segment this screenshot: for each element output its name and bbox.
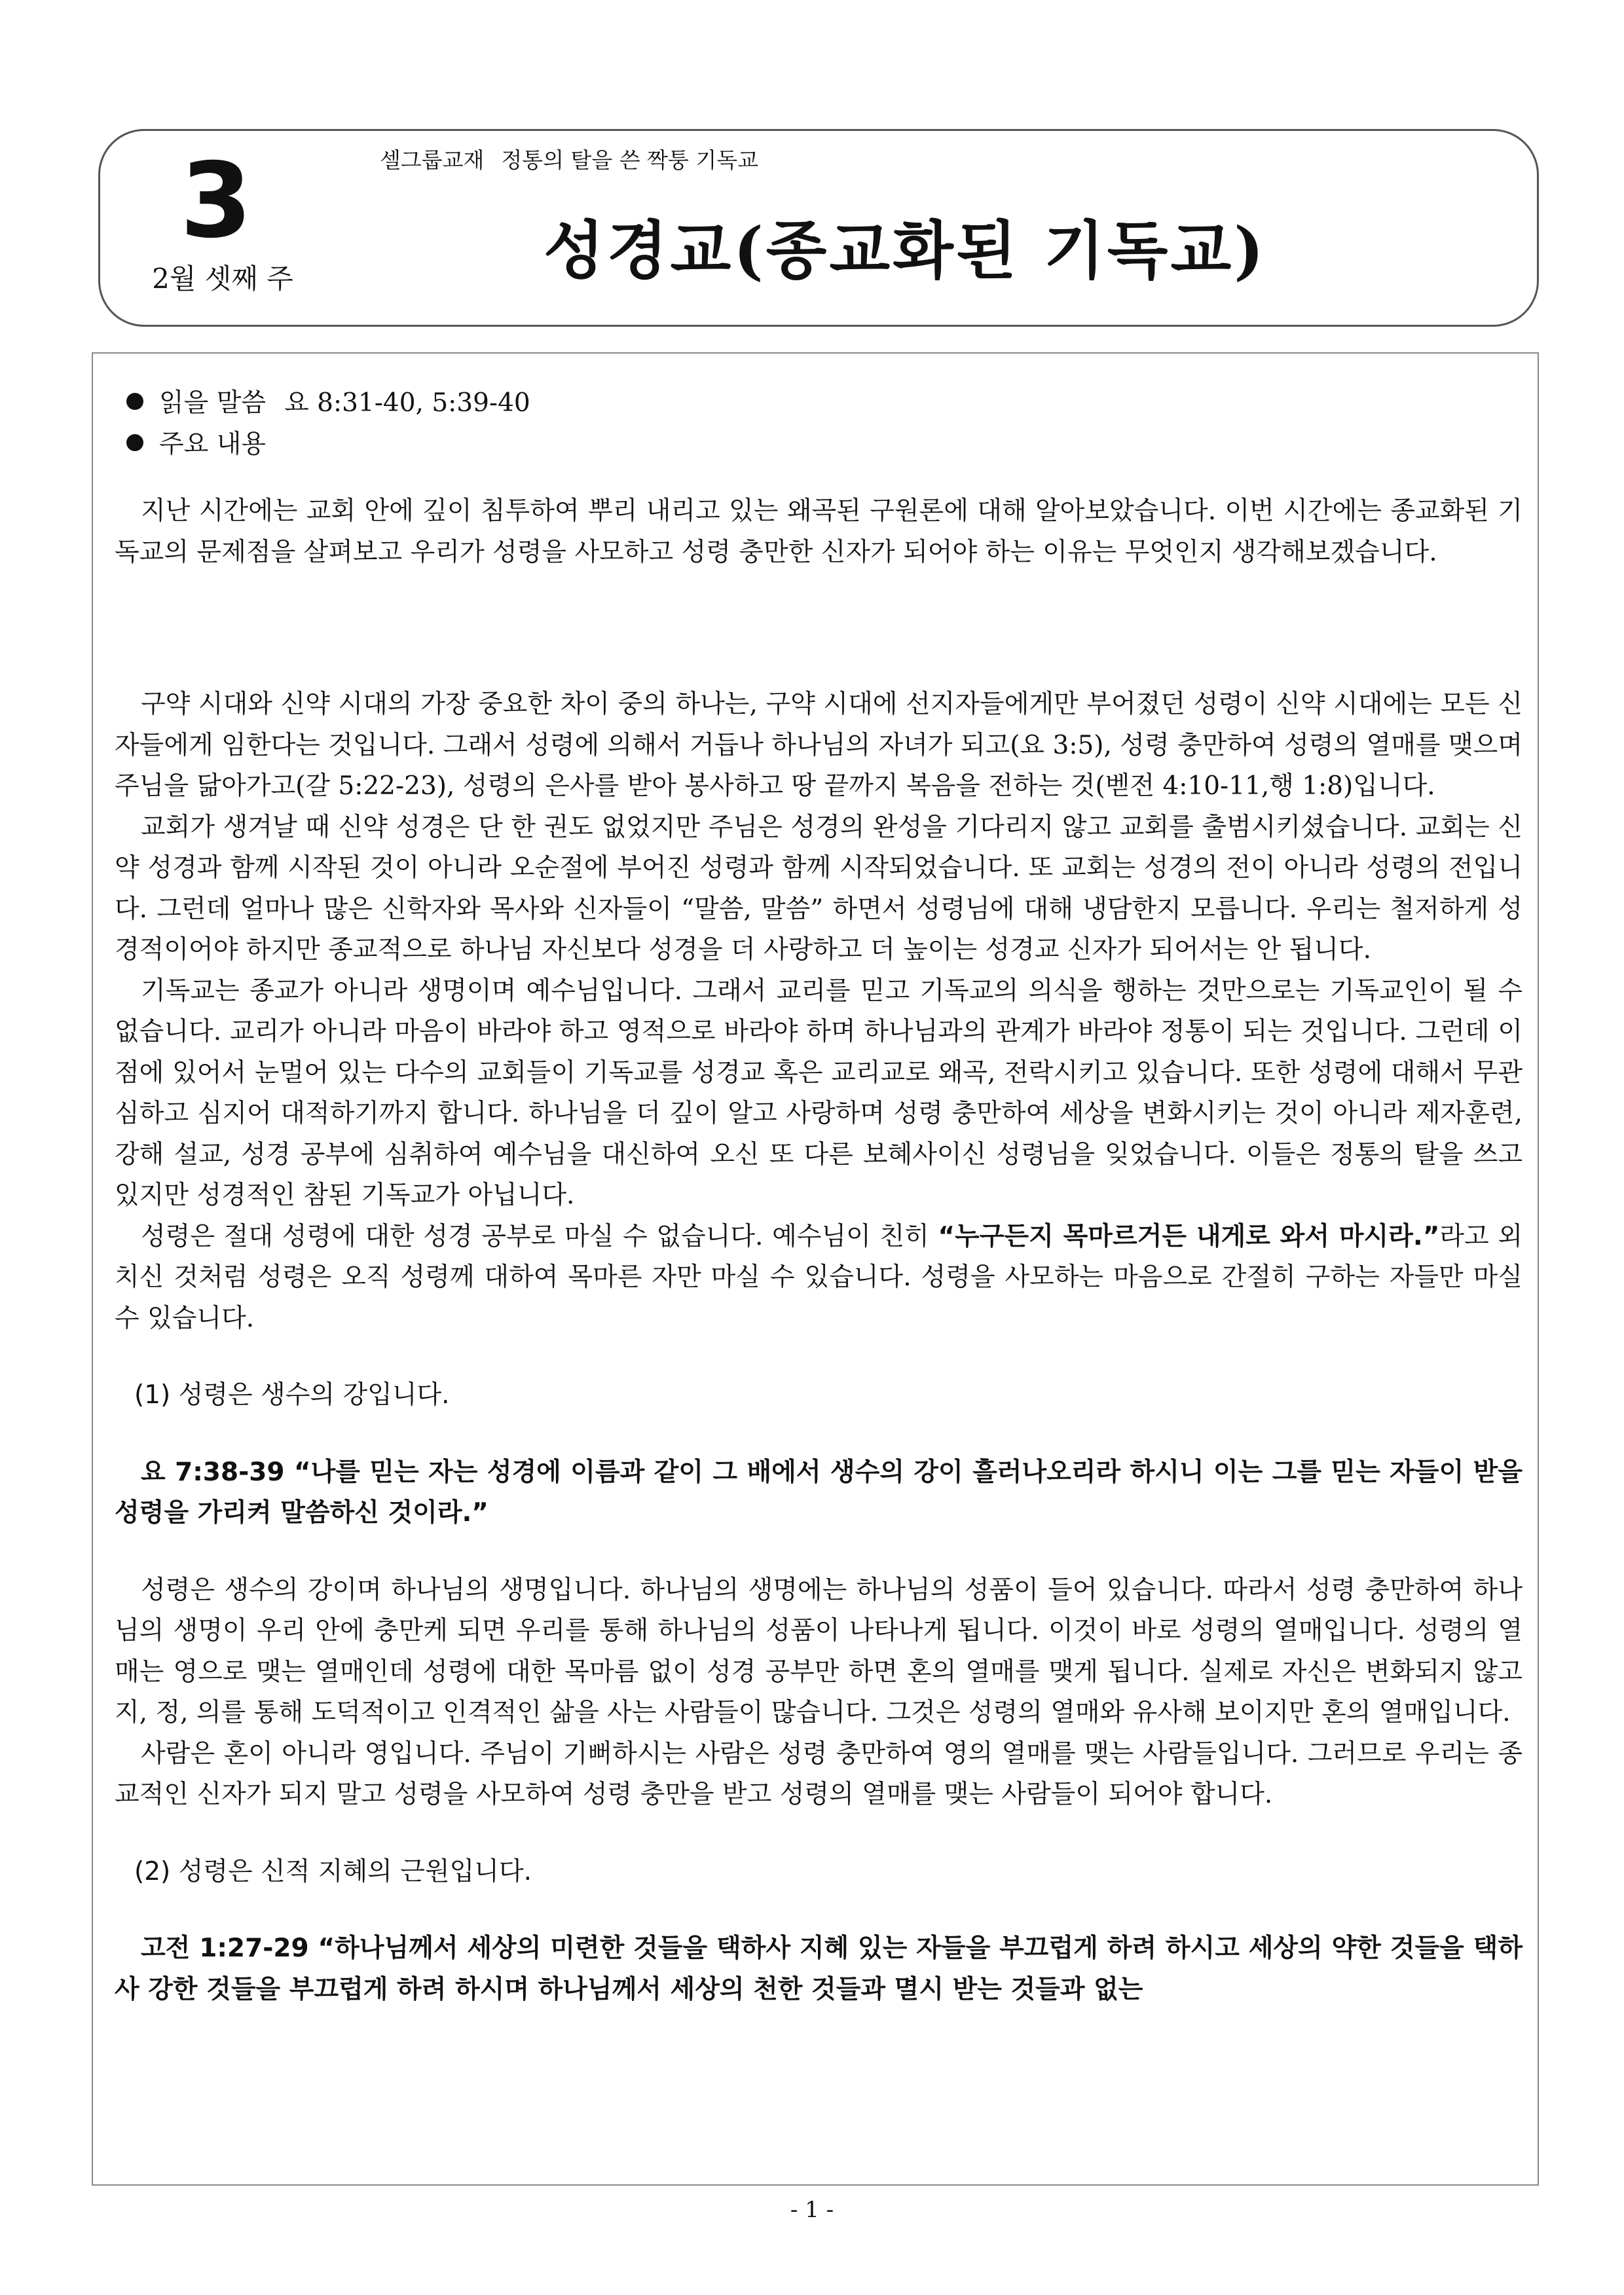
reading-label: 읽을 말씀 — [159, 388, 267, 418]
lesson-week: 2월 셋째 주 — [152, 263, 293, 295]
paragraph-4-quote: “누구든지 목마르거든 내게로 와서 마시라.” — [938, 1221, 1440, 1251]
reading-bullet — [115, 383, 1522, 424]
lesson-number: 3 — [180, 141, 252, 261]
summary-bullet — [115, 424, 1522, 466]
series-title: 정통의 탈을 쓴 짝퉁 기독교 — [501, 147, 759, 173]
paragraph-1: 구약 시대와 신약 시대의 가장 중요한 차이 중의 하나는, 구약 시대에 선지자들에게만 부어졌던 성령이 신약 시대에는 모든 신자들에게 임한다는 것입니다. 그래서 성령에 의해서 거듭나 하나님의 자녀가 되고(요 3:5), 성령 충만하여 성령의 열매를 맺으며 주님을 닮아가고(갈 5:22-23), 성령의 은사를 받아 봉사하고 땅 끝까지 복음을 전하는 것(벧전 4:10-11,행 1:8)입니다. — [115, 689, 1522, 801]
paragraph-2: 교회가 생겨날 때 신약 성경은 단 한 권도 없었지만 주님은 성경의 완성을 기다리지 않고 교회를 출범시키셨습니다. 교회는 신약 성경과 함께 시작된 것이 아니라 오순절에 부어진 성령과 함께 시작되었습니다. 또 교회는 성경의 전이 아니라 성령의 전입니다. 그런데 얼마나 많은 신학자와 목사와 신자들이 “말씀, 말씀” 하면서 성령님에 대해 냉담한지 모릅니다. 우리는 철저하게 성경적이어야 하지만 종교적으로 하나님 자신보다 성경을 더 사랑하고 더 높이는 성경교 신자가 되어서는 안 됩니다. — [115, 812, 1522, 964]
bullet-dot — [126, 393, 143, 410]
section-1-paragraph-2: 사람은 혼이 아니라 영입니다. 주님이 기뻐하시는 사람은 성령 충만하여 영의 열매를 맺는 사람들입니다. 그러므로 우리는 종교적인 신자가 되지 말고 성령을 사모하여 성령 충만을 받고 성령의 열매를 맺는 사람들이 되어야 합니다. — [115, 1738, 1522, 1809]
page-number: - 1 - — [790, 2197, 834, 2223]
section-verse-2: 고전 1:27-29 “하나님께서 세상의 미련한 것들을 택하사 지혜 있는 자들을 부끄럽게 하려 하시고 세상의 약한 것들을 택하사 강한 것들을 부끄럽게 하려 하시며 하나님께서 세상의 천한 것들과 멸시 받는 것들과 없는 — [115, 1934, 1522, 2004]
intro-paragraph: 지난 시간에는 교회 안에 깊이 침투하여 뿌리 내리고 있는 왜곡된 구원론에 대해 알아보았습니다. 이번 시간에는 종교화된 기독교의 문제점을 살펴보고 우리가 성령을 사모하고 성령 충만한 신자가 되어야 하는 이유는 무엇인지 생각해보겠습니다. — [115, 496, 1522, 567]
paragraph-4 — [115, 1217, 1522, 1340]
paragraph-4-text: 성령은 절대 성령에 대한 성경 공부로 마실 수 없습니다. 예수님이 친히 — [141, 1221, 938, 1251]
paragraph-3: 기독교는 종교가 아니라 생명이며 예수님입니다. 그래서 교리를 믿고 기독교의 의식을 행하는 것만으로는 기독교인이 될 수 없습니다. 교리가 아니라 마음이 바라야 하고 영적으로 바라야 하며 하나님과의 관계가 바라야 정통이 되는 것입니다. 그런데 이 점에 있어서 눈멀어 있는 다수의 교회들이 기독교를 성경교 혹은 교리교로 왜곡, 전락시키고 있습니다. 또한 성령에 대해서 무관심하고 심지어 대적하기까지 합니다. 하나님을 더 깊이 알고 사랑하며 성령 충만하여 세상을 변화시키는 것이 아니라 제자훈련, 강해 설교, 성경 공부에 심취하여 예수님을 대신하여 오신 또 다른 보혜사이신 성령님을 잊었습니다. 이들은 정통의 탈을 쓰고 있지만 성경적인 참된 기독교가 아닙니다. — [115, 976, 1522, 1210]
paragraph-4-text-end: 라고 외치신 것처럼 성령은 오직 성령께 대하여 목마른 자만 마실 수 있습니다. 성령을 사모하는 마음으로 간절히 구하는 자들만 마실 수 있습니다. — [115, 1221, 1523, 1333]
section-heading-2: (2) 성령은 신적 지혜의 근원입니다. — [134, 1856, 532, 1886]
section-1-paragraph-1: 성령은 생수의 강이며 하나님의 생명입니다. 하나님의 생명에는 하나님의 성품이 들어 있습니다. 따라서 성령 충만하여 하나님의 생명이 우리 안에 충만케 되면 우리를 통해 하나님의 성품이 나타나게 됩니다. 이것이 바로 성령의 열매입니다. 성령의 열매는 영으로 맺는 열매인데 성령에 대한 목마름 없이 성경 공부만 하면 혼의 열매를 맺게 됩니다. 실제로 자신은 변화되지 않고 지, 정, 의를 통해 도덕적이고 인격적인 삶을 사는 사람들이 많습니다. 그것은 성령의 열매와 유사해 보이지만 혼의 열매입니다. — [115, 1575, 1522, 1727]
series-name: 셀그룹교재 — [380, 147, 485, 173]
series-label — [380, 149, 758, 171]
page-title: 성경교(종교화된 기독교) — [544, 213, 1266, 287]
summary-label: 주요 내용 — [159, 429, 267, 459]
section-heading-1: (1) 성령은 생수의 강입니다. — [134, 1380, 450, 1410]
reading-reference: 요 8:31-40, 5:39-40 — [284, 388, 530, 418]
section-verse-1: 요 7:38-39 “나를 믿는 자는 성경에 이름과 같이 그 배에서 생수의 강이 흘러나오리라 하시니 이는 그를 믿는 자들이 받을 성령을 가리켜 말씀하신 것이라.” — [115, 1457, 1522, 1528]
bullet-dot — [126, 434, 143, 451]
content-body — [115, 383, 1522, 2010]
